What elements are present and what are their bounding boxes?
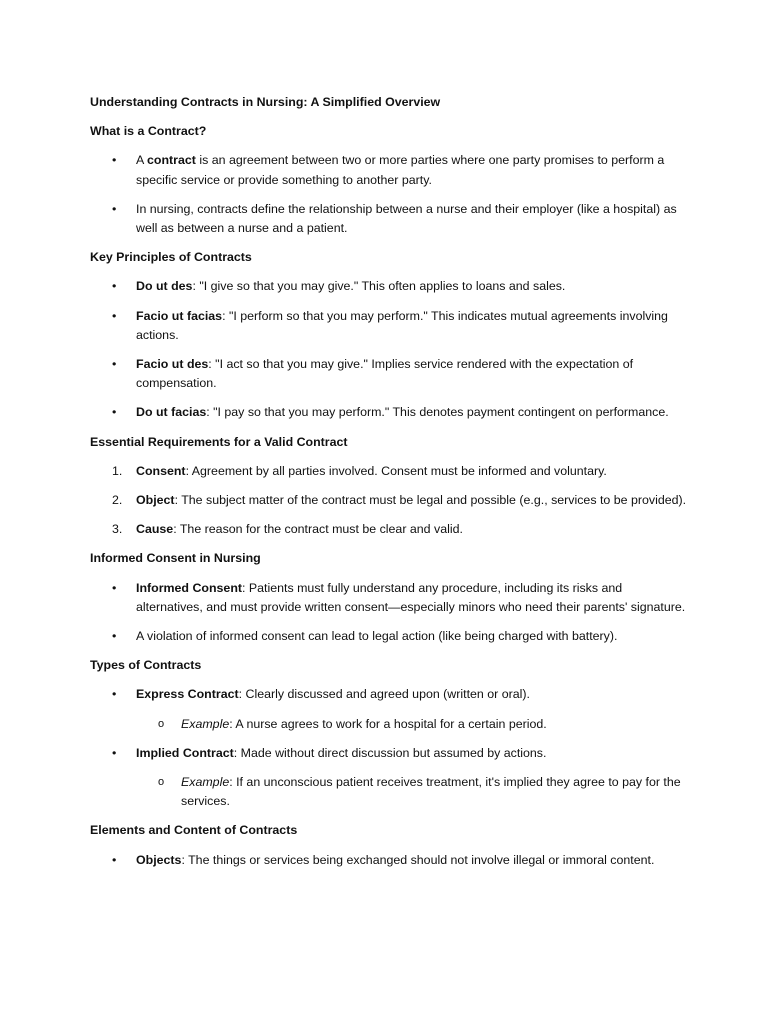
requirements-list — [90, 462, 688, 540]
list-item: 3. Cause: The reason for the contract must be clear and valid. — [90, 520, 688, 539]
what-is-contract-list — [90, 151, 688, 238]
list-item: • Do ut des: "I give so that you may give." This often applies to loans and sales. — [90, 277, 688, 296]
list-item: • Facio ut facias: "I perform so that you may perform." This indicates mutual agreements involving actions. — [112, 308, 668, 342]
list-item: • A contract is an agreement between two or more parties where one party promises to perform a specific service or provide something to another party. — [112, 153, 665, 187]
bullet-marker: • — [112, 745, 117, 760]
number-marker: 2. — [112, 493, 123, 508]
document-title: Understanding Contracts in Nursing: A Simplified Overview — [90, 95, 441, 109]
bullet-marker: • — [112, 357, 117, 372]
bullet-marker: • — [112, 279, 117, 294]
sub-list — [90, 715, 688, 734]
bullet-marker: • — [112, 308, 117, 323]
section-heading-what-is-contract: What is a Contract? — [90, 124, 207, 139]
bullet-marker: • — [112, 580, 117, 595]
bullet-marker: • — [112, 405, 117, 420]
number-marker: 1. — [112, 463, 123, 478]
list-item: 2. Object: The subject matter of the contract must be legal and possible (e.g., services to be provided). — [90, 491, 688, 510]
sub-bullet-marker: o — [158, 776, 165, 789]
section-heading-informed-consent: Informed Consent in Nursing — [90, 551, 261, 566]
list-item: • Informed Consent: Patients must fully understand any procedure, including its risks and alternatives, and must provide written consent—especially minors who need their parents' signature. — [112, 580, 686, 614]
bullet-marker: • — [112, 629, 117, 644]
bullet-marker: • — [112, 687, 117, 702]
bullet-marker: • — [112, 153, 117, 168]
sub-list — [90, 773, 688, 811]
sub-list-item: o Example: A nurse agrees to work for a hospital for a certain period. — [90, 715, 688, 734]
list-item: • Express Contract: Clearly discussed and agreed upon (written or oral). o Example: A nurse agrees to work for a hospital for a certain period. — [90, 685, 688, 733]
informed-consent-list — [90, 579, 688, 647]
list-item: • A violation of informed consent can lead to legal action (like being charged with battery). — [90, 627, 688, 646]
section-heading-elements: Elements and Content of Contracts — [90, 823, 298, 838]
list-item: • Do ut facias: "I pay so that you may perform." This denotes payment contingent on performance. — [90, 403, 688, 422]
number-marker: 3. — [112, 522, 123, 537]
bullet-marker: • — [112, 201, 117, 216]
sub-list-item: o Example: If an unconscious patient receives treatment, it's implied they agree to pay for the services. — [158, 775, 681, 809]
sub-bullet-marker: o — [158, 717, 165, 730]
list-item: • Implied Contract: Made without direct discussion but assumed by actions. o Example: If an unconscious patient receives treatment, it's implied they agree to pay for the services. — [90, 744, 688, 812]
elements-list — [90, 851, 688, 870]
list-item: • Objects: The things or services being exchanged should not involve illegal or immoral content. — [90, 851, 688, 870]
list-item: • In nursing, contracts define the relationship between a nurse and their employer (like a hospital) as well as between a nurse and a patient. — [112, 201, 677, 236]
list-item: 1. Consent: Agreement by all parties involved. Consent must be informed and voluntary. — [90, 462, 688, 481]
section-heading-key-principles: Key Principles of Contracts — [90, 250, 252, 265]
key-principles-list — [90, 277, 688, 422]
bullet-marker: • — [112, 852, 117, 867]
section-heading-types: Types of Contracts — [90, 658, 202, 673]
types-list — [90, 685, 688, 811]
section-heading-requirements: Essential Requirements for a Valid Contract — [90, 434, 348, 449]
list-item: • Facio ut des: "I act so that you may give." Implies service rendered with the expectation of compensation. — [112, 357, 634, 391]
